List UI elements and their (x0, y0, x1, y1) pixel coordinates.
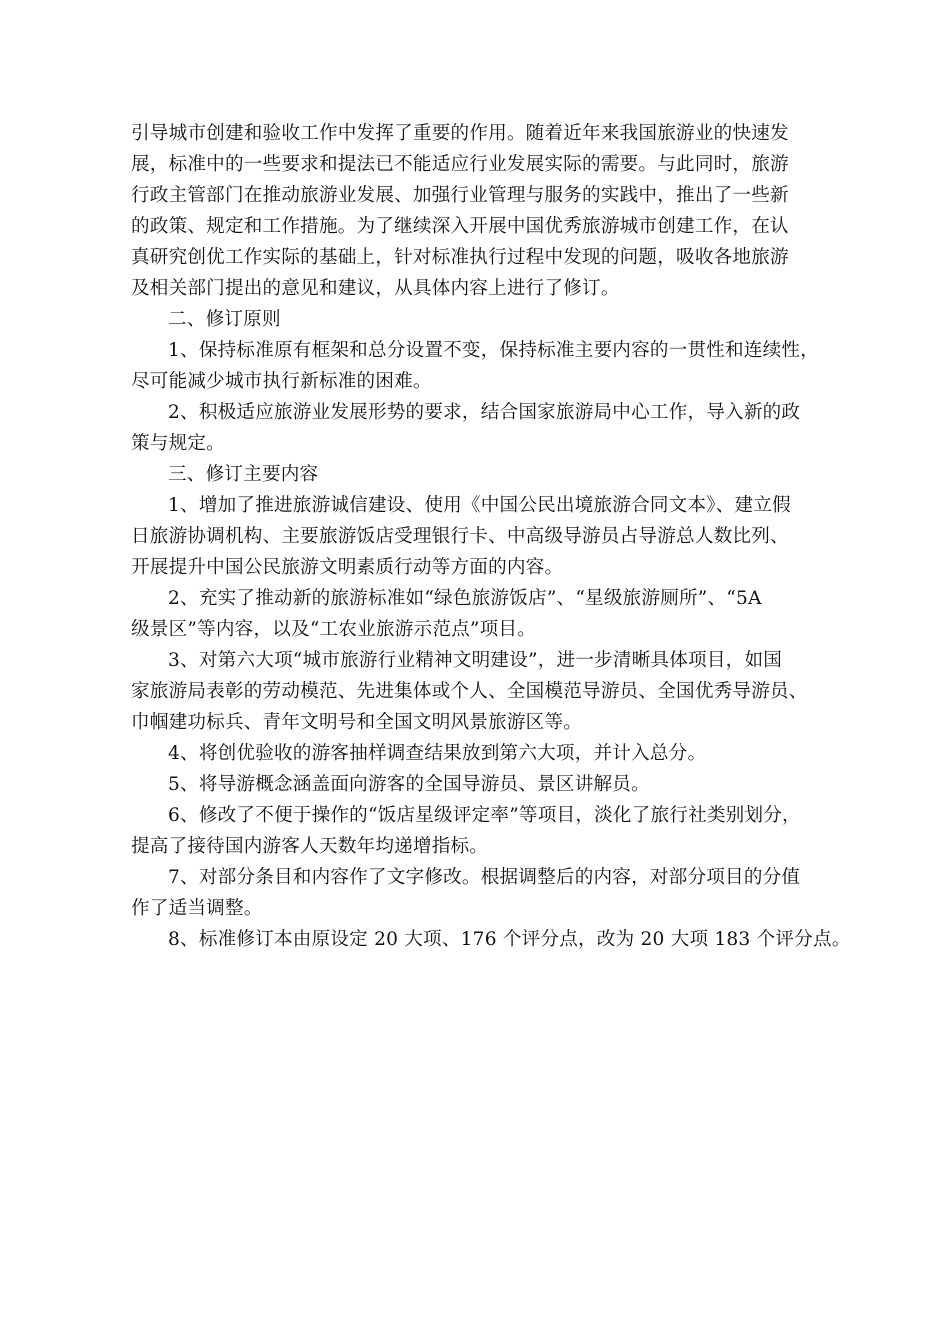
text-line: 真研究创优工作实际的基础上，针对标准执行过程中发现的问题，吸收各地旅游 (131, 247, 789, 268)
text-line: 3、对第六大项“城市旅游行业精神文明建设”，进一步清晰具体项目，如国 (168, 650, 783, 671)
text-line: 2、积极适应旅游业发展形势的要求，结合国家旅游局中心工作，导入新的政 (168, 402, 801, 423)
text-line: 日旅游协调机构、主要旅游饭店受理银行卡、中高级导游员占导游总人数比列、 (131, 526, 789, 547)
text-line: 巾帼建功标兵、青年文明号和全国文明风景旅游区等。 (131, 712, 583, 733)
document-page (131, 118, 851, 955)
text-line: 二、修订原则 (168, 309, 281, 330)
text-line: 尽可能减少城市执行新标准的困难。 (131, 371, 432, 392)
text-line: 5、将导游概念涵盖面向游客的全国导游员、景区讲解员。 (168, 774, 650, 795)
text-line: 1、增加了推进旅游诚信建设、使用《中国公民出境旅游合同文本》、建立假 (168, 495, 791, 516)
text-line: 及相关部门提出的意见和建议，从具体内容上进行了修订。 (131, 278, 620, 299)
text-line: 提高了接待国内游客人天数年均递增指标。 (131, 836, 489, 857)
text-line: 行政主管部门在推动旅游业发展、加强行业管理与服务的实践中，推出了一些新 (131, 185, 789, 206)
text-line: 1、保持标准原有框架和总分设置不变，保持标准主要内容的一贯性和连续性， (168, 340, 820, 361)
text-line: 开展提升中国公民旅游文明素质行动等方面的内容。 (131, 557, 564, 578)
text-line: 6、修改了不便于操作的“饭店星级评定率”等项目，淡化了旅行社类别划分， (168, 805, 801, 826)
text-line: 2、充实了推动新的旅游标准如“绿色旅游饭店”、“星级旅游厕所”、“5A (168, 588, 762, 609)
text-line: 三、修订主要内容 (168, 464, 319, 485)
text-line: 策与规定。 (131, 433, 225, 454)
text-line: 8、标准修订本由原设定 20 大项、176 个评分点，改为 20 大项 183 个评分点。 (168, 929, 851, 950)
text-line: 家旅游局表彰的劳动模范、先进集体或个人、全国模范导游员、全国优秀导游员、 (131, 681, 808, 702)
text-line: 7、对部分条目和内容作了文字修改。根据调整后的内容，对部分项目的分值 (168, 867, 801, 888)
text-line: 引导城市创建和验收工作中发挥了重要的作用。随着近年来我国旅游业的快速发 (131, 123, 789, 144)
text-line: 展，标准中的一些要求和提法已不能适应行业发展实际的需要。与此同时，旅游 (131, 154, 789, 175)
text-line: 的政策、规定和工作措施。为了继续深入开展中国优秀旅游城市创建工作，在认 (131, 216, 789, 237)
text-line: 作了适当调整。 (131, 898, 263, 919)
text-line: 4、将创优验收的游客抽样调查结果放到第六大项，并计入总分。 (168, 743, 707, 764)
text-line: 级景区”等内容，以及“工农业旅游示范点”项目。 (131, 619, 536, 640)
